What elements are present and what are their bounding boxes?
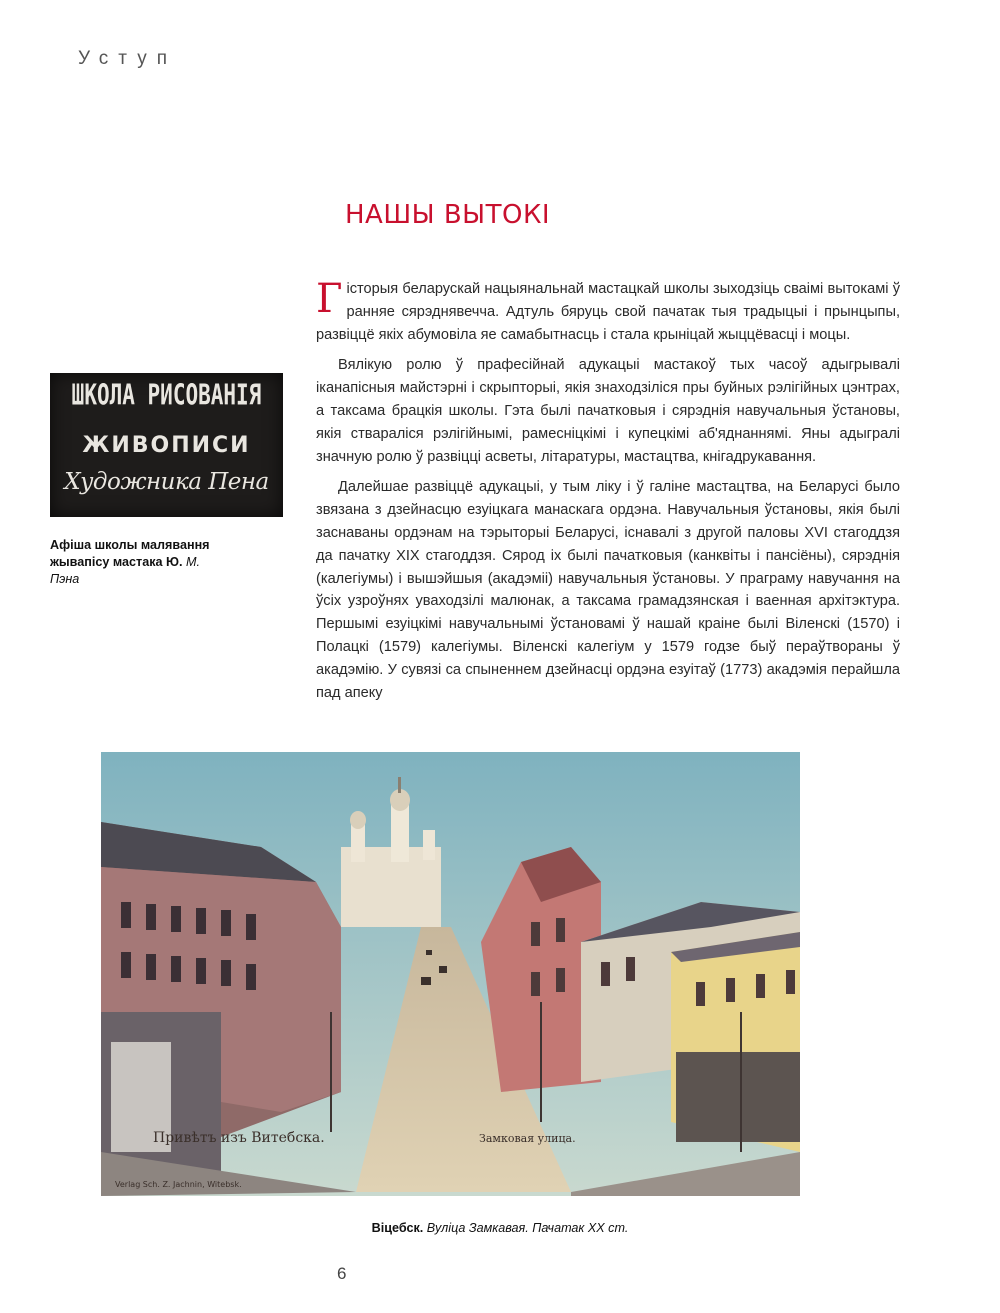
poster-caption	[50, 537, 220, 588]
poster-line-2: ЖИВОПИСИ	[82, 433, 251, 458]
poster-caption-bold: Афіша школы малявання жывапісу мастака Ю.	[50, 538, 210, 569]
photo-inscription-publisher: Verlag Sch. Z. Jachnin, Witebsk.	[115, 1180, 242, 1189]
poster-line-3: Художника Пена	[64, 469, 269, 495]
page-number: 6	[337, 1264, 347, 1283]
street-photo	[101, 752, 800, 1196]
photo-caption	[0, 1221, 1000, 1235]
photo-inscription-center: Замковая улица.	[479, 1132, 576, 1145]
dropcap: Г	[316, 276, 343, 322]
photo-inscription-left: Привѣтъ изъ Витебска.	[153, 1130, 325, 1146]
paragraph-1	[316, 278, 900, 346]
poster-caption-italic: М. Пэна	[50, 555, 200, 586]
body-text	[316, 278, 900, 712]
paragraph-3: Далейшае развіццё адукацыі, у тым ліку і ў галіне мастацтва, на Беларусі было звязана з дзейнасцю езуіцкага манаскага ордэна. Навучальныя ўстановы, якія былі заснаваны ордэнам на тэрыторыі Беларусі, існавалі з другой паловы XVI стагоддзя да пачатку XIX стагоддзя. Сярод іх былі пачатковыя (канквіты і пансіёны), сярэднія (калегіумы) і вышэйшыя (акадэміі) навучальныя ўстановы. У праграму навучання на ўсіх узроўнях уваходзілі малюнак, а таксама грамадзянская і ваенная архітэктура. Першымі езуіцкімі навучальнымі ўстановамі ў нашай краіне былі Віленскі (1570) і Полацкі (1579) калегіумы. Віленскі калегіум у 1579 годзе быў пераўтвораны ў акадэмію. У сувязі са спыненнем дзейнасці ордэна езуітаў (1773) акадэмія перайшла пад апеку	[316, 479, 900, 701]
chapter-title: НАШЫ ВЫТОКІ	[345, 200, 551, 230]
running-head: Уступ	[78, 48, 178, 69]
poster-line-1: ШКОЛА РИСОВАНІЯ	[71, 379, 262, 412]
paragraph-1-text: історыя беларускай нацыянальнай мастацкай школы зыходзіць сваімі вытокамі ў ранняе сярэднявечча. Адтуль бяруць свой пачатак тыя традыцыі і прынцыпы, развіццё якіх абумовіла яе самабытнасць і стала крыніцай жыццёвасці і моцы.	[316, 281, 900, 343]
poster-image	[50, 373, 283, 517]
photo-caption-italic: Вуліца Замкавая. Пачатак XX ст.	[426, 1221, 629, 1235]
photo-caption-bold: Віцебск.	[371, 1221, 424, 1235]
paragraph-2: Вялікую ролю ў прафесійнай адукацыі мастакоў тых часоў адыгрывалі іканапісныя майстэрні і скрыпторыі, якія знаходзіліся пры буйных рэлігійных цэнтрах, а таксама брацкія школы. Гэта былі пачатковыя і сярэднія навучальныя ўстановы, якія ствараліся рэлігійнымі, рамесніцкімі і купецкімі аб'яднаннямі. Яны адыгралі значную ролю ў развіцці асветы, літаратуры, мастацтва, кнігадрукавання.	[316, 357, 900, 465]
